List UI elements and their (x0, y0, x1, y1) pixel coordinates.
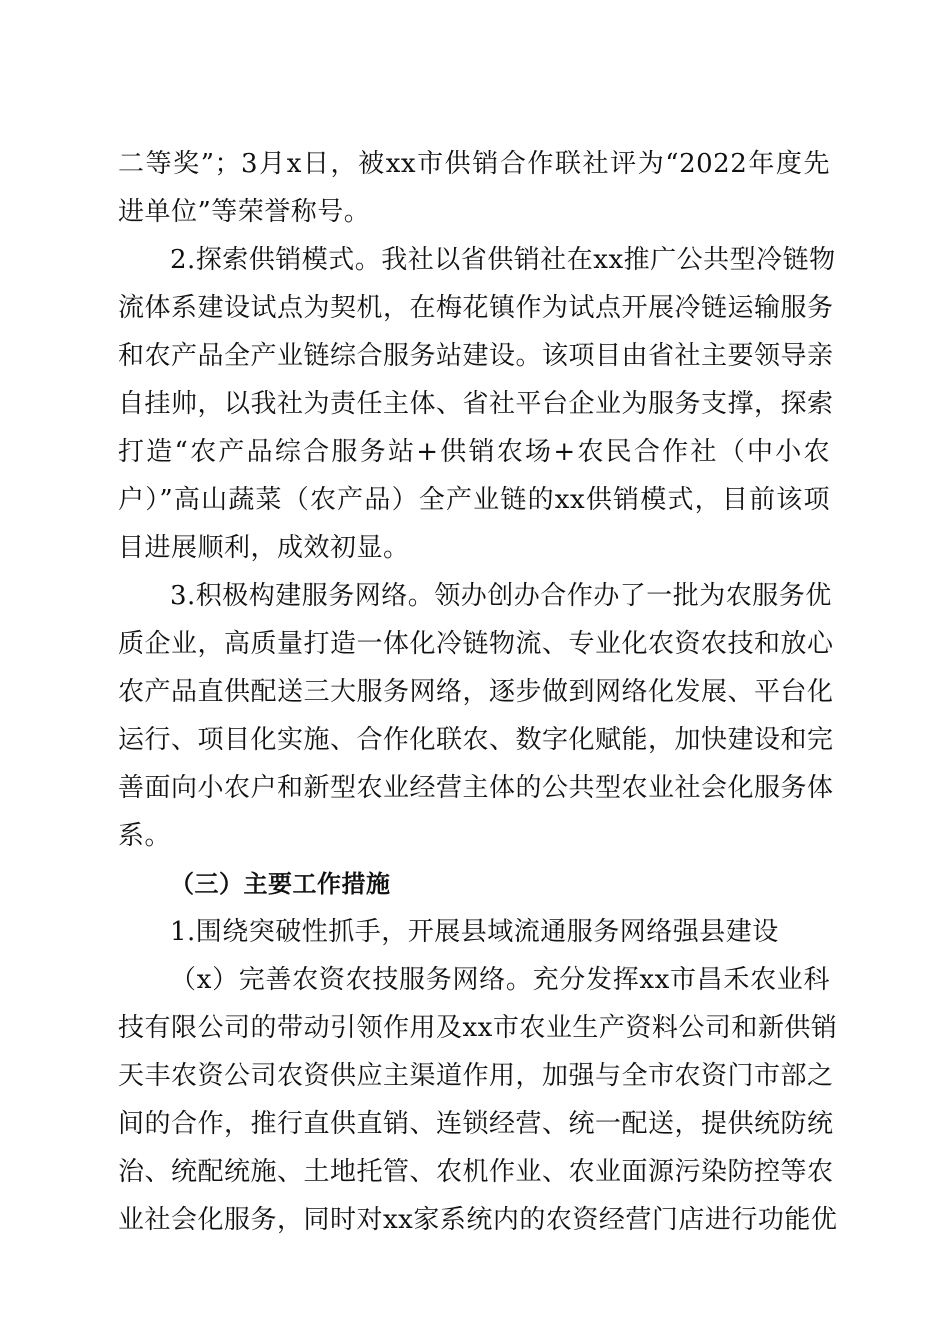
paragraph-line: 进单位”等荣誉称号。 (118, 197, 371, 227)
paragraph-line: 1.围绕突破性抓手，开展县域流通服务网络强县建设 (170, 917, 779, 947)
paragraph-line: 和农产品全产业链综合服务站建设。该项目由省社主要领导亲 (118, 341, 834, 371)
paragraph-line: 善面向小农户和新型农业经营主体的公共型农业社会化服务体 (118, 773, 834, 803)
paragraph-line: 农产品直供配送三大服务网络，逐步做到网络化发展、平台化 (118, 677, 834, 707)
paragraph-line: 运行、项目化实施、合作化联农、数字化赋能，加快建设和完 (118, 725, 834, 755)
paragraph-line: 自挂帅，以我社为责任主体、省社平台企业为服务支撑，探索 (118, 389, 834, 419)
paragraph-line: 2.探索供销模式。我社以省供销社在xx推广公共型冷链物 (170, 245, 836, 275)
paragraph-line: 打造“农产品综合服务站+供销农场+农民合作社（中小农 (118, 437, 830, 467)
paragraph-line: 质企业，高质量打造一体化冷链物流、专业化农资农技和放心 (118, 629, 834, 659)
document-body (118, 140, 838, 1244)
paragraph-line: 二等奖”；3月x日，被xx市供销合作联社评为“2022年度先 (118, 149, 830, 179)
paragraph-line: （x）完善农资农技服务网络。充分发挥xx市昌禾农业科 (170, 965, 830, 995)
paragraph-line: 间的合作，推行直供直销、连锁经营、统一配送，提供统防统 (118, 1109, 834, 1139)
paragraph-line: 治、统配统施、土地托管、农机作业、农业面源污染防控等农 (118, 1157, 834, 1187)
paragraph-line: 业社会化服务，同时对xx家系统内的农资经营门店进行功能优 (118, 1205, 838, 1235)
paragraph-line: 目进展顺利，成效初显。 (118, 533, 410, 563)
section-heading: （三）主要工作措施 (170, 870, 391, 898)
paragraph-line: 系。 (118, 821, 172, 851)
paragraph-line: 流体系建设试点为契机，在梅花镇作为试点开展冷链运输服务 (118, 293, 834, 323)
paragraph-line: 3.积极构建服务网络。领办创办合作办了一批为农服务优 (170, 581, 832, 611)
paragraph-line: 天丰农资公司农资供应主渠道作用，加强与全市农资门市部之 (118, 1061, 834, 1091)
paragraph-line: 户）”高山蔬菜（农产品）全产业链的xx供销模式，目前该项 (118, 485, 830, 515)
paragraph-line: 技有限公司的带动引领作用及xx市农业生产资料公司和新供销 (118, 1013, 838, 1043)
